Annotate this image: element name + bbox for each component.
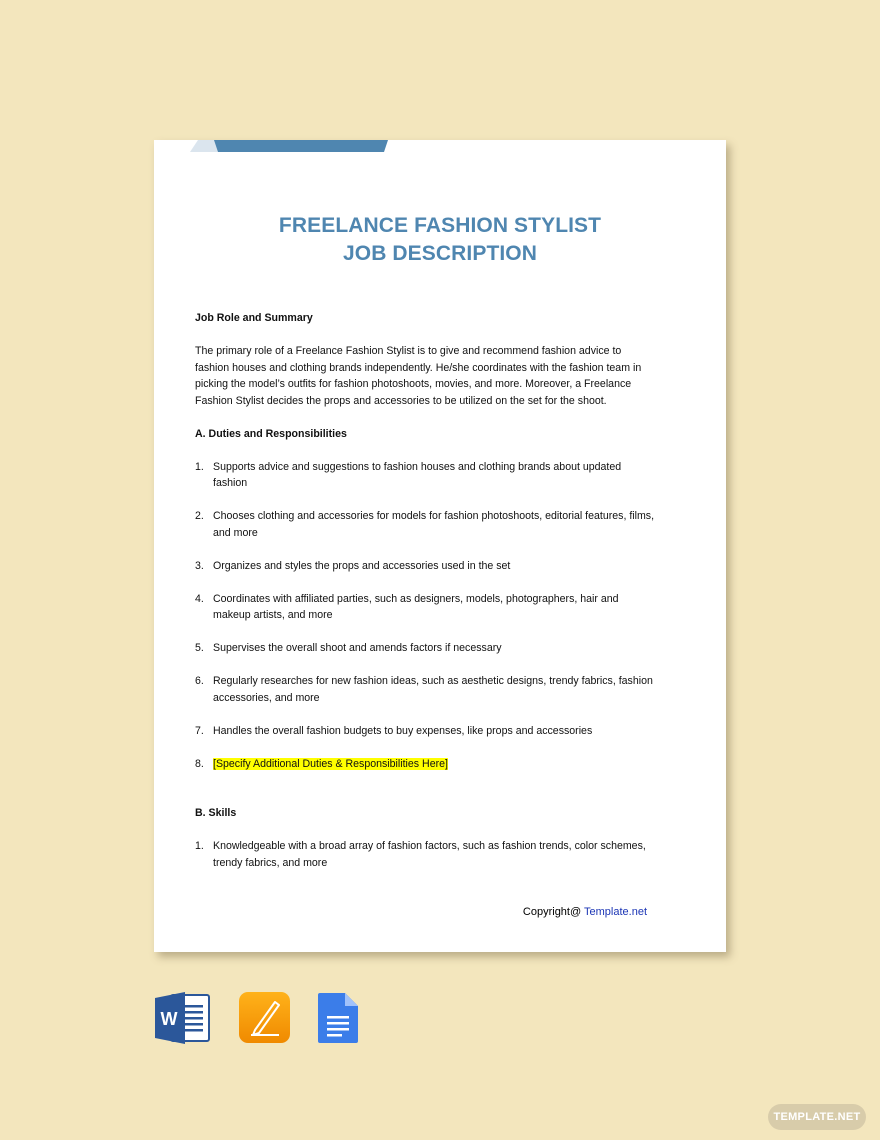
list-text: Knowledgeable with a broad array of fashion factors, such as fashion trends, color schemes, trendy fabrics, and more (213, 840, 646, 869)
list-item (195, 508, 655, 541)
list-item (195, 756, 655, 773)
svg-text:W: W (160, 1009, 178, 1029)
list-number: 8. (195, 757, 204, 770)
summary-paragraph: The primary role of a Freelance Fashion Stylist is to give and recommend fashion advice to fashion houses and clothing brands independently. He/she coordinates with the fashion team in picking the model’s outfits for fashion photoshoots, movies, and more. Moreover, a Freelance Fashion Stylist decides the props and accessories to be utilized on the set for the shoot. (195, 345, 642, 407)
skills-list (195, 838, 655, 871)
duties-heading: A. Duties and Responsibilities (195, 427, 347, 440)
skills-heading: B. Skills (195, 807, 237, 819)
list-number: 5. (195, 642, 204, 654)
duties-list (195, 459, 655, 773)
list-number: 3. (195, 559, 204, 572)
template-net-badge[interactable]: TEMPLATE.NET (768, 1104, 866, 1130)
list-item (195, 673, 655, 706)
google-docs-icon[interactable] (317, 992, 359, 1044)
pages-icon[interactable] (239, 992, 291, 1044)
list-number: 1. (195, 460, 204, 473)
list-number: 7. (195, 724, 204, 737)
list-item (195, 558, 655, 575)
list-item (195, 838, 655, 871)
list-text: Supports advice and suggestions to fashion houses and clothing brands about updated fashion (213, 460, 622, 489)
header-accent-bar (214, 140, 388, 152)
document-page (154, 140, 726, 952)
copyright-label: Copyright@ (522, 906, 582, 918)
document-body (195, 310, 655, 888)
list-item (195, 459, 655, 492)
document-title (154, 212, 726, 268)
list-text: Supervises the overall shoot and amends factors if necessary (213, 642, 502, 654)
title-line-1: FREELANCE FASHION STYLIST (278, 214, 602, 237)
list-item (195, 723, 655, 740)
list-text: Regularly researches for new fashion ideas, such as aesthetic designs, trendy fabrics, fashion accessories, and more (213, 675, 653, 704)
copyright-link[interactable]: Template.net (584, 906, 647, 918)
copyright-line (523, 906, 647, 918)
placeholder-highlight: [Specify Additional Duties & Responsibilities Here] (213, 757, 448, 770)
list-text: Organizes and styles the props and accessories used in the set (213, 559, 511, 572)
title-line-2: JOB DESCRIPTION (342, 242, 538, 265)
list-number: 4. (195, 592, 204, 605)
word-icon[interactable] (155, 992, 211, 1044)
list-text: Handles the overall fashion budgets to buy expenses, like props and accessories (213, 724, 593, 737)
list-number: 6. (195, 675, 204, 687)
list-number: 2. (195, 510, 204, 522)
summary-heading: Job Role and Summary (195, 312, 313, 324)
list-text: Chooses clothing and accessories for models for fashion photoshoots, editorial features, films, and more (213, 510, 655, 539)
list-number: 1. (195, 840, 204, 852)
list-item (195, 640, 655, 657)
list-item (195, 591, 655, 624)
list-text: Coordinates with affiliated parties, such as designers, models, photographers, hair and makeup artists, and more (213, 592, 619, 621)
